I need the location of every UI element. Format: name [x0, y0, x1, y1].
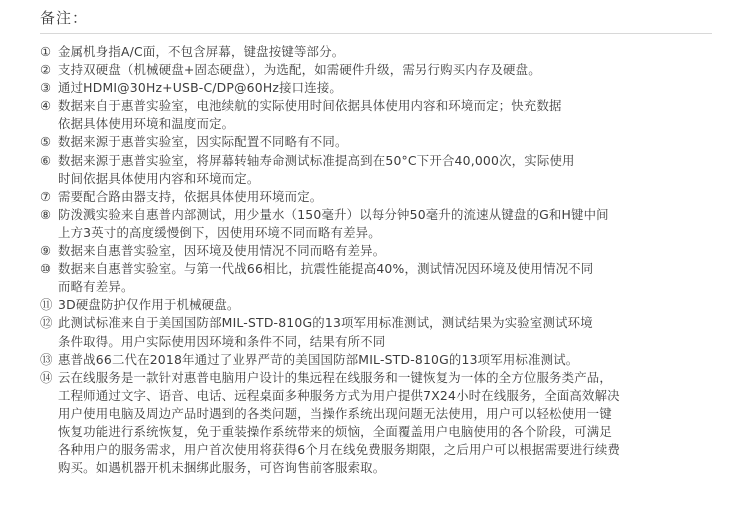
note-item	[40, 206, 730, 242]
note-text-line: 数据来源于惠普实验室，将屏幕转轴寿命测试标准提高到在50°C下开合40,000次，实际使用	[58, 152, 575, 168]
note-number: ⑤	[40, 134, 52, 150]
note-number: ④	[40, 98, 52, 114]
note-text-line: 支持双硬盘（机械硬盘+固态硬盘），为选配，如需硬件升级，需另行购买内存及硬盘。	[58, 62, 541, 78]
note-number: ⑭	[40, 369, 53, 385]
note-text-line: 而略有差异。	[58, 279, 134, 295]
note-item	[40, 369, 730, 478]
note-text-line: 惠普战66二代在2018年通过了业界严苛的美国国防部MIL-STD-810G的13项军用标准测试。	[58, 351, 579, 367]
note-text-line: 数据来自惠普实验室，因环境及使用情况不同而略有差异。	[58, 243, 386, 259]
note-text-line: 上方3英寸的高度缓慢倒下，因使用环境不同而略有差异。	[58, 224, 381, 240]
note-text-line: 此测试标准来自于美国国防部MIL-STD-810G的13项军用标准测试，测试结果为实验室测试环境	[58, 315, 593, 331]
note-text	[58, 206, 609, 242]
note-text	[58, 369, 620, 478]
note-number: ⑬	[40, 351, 53, 367]
note-item	[40, 188, 730, 206]
note-text-line: 用户使用电脑及周边产品时遇到的各类问题，当操作系统出现问题无法使用，用户可以轻松使用一键	[58, 405, 612, 421]
note-item	[40, 61, 730, 79]
note-item	[40, 314, 730, 350]
note-text	[58, 43, 344, 61]
note-text-line: 防泼溅实验来自惠普内部测试，用少量水（150毫升）以每分钟50毫升的流速从键盘的G和H键中间	[58, 206, 609, 222]
note-number: ⑦	[40, 188, 52, 204]
note-text-line: 金属机身指A/C面，不包含屏幕，键盘按键等部分。	[58, 44, 345, 59]
note-text-line: 依据具体使用环境和温度而定。	[58, 116, 235, 132]
note-item	[40, 43, 730, 61]
note-text-line: 工程师通过文字、语音、电话、远程桌面多种服务方式为用户提供7X24小时在线服务，全面高效解决	[58, 387, 620, 403]
note-number: ⑪	[40, 297, 53, 313]
notes-heading: 备注：	[40, 9, 89, 27]
note-number: ⑩	[40, 261, 52, 277]
heading-divider	[40, 33, 712, 34]
note-number: ②	[40, 62, 52, 78]
note-text-line: 通过HDMI@30Hz+USB-C/DP@60Hz接口连接。	[58, 80, 343, 96]
note-text-line: 条件取得。用户实际使用因环境和条件不同，结果有所不同	[58, 333, 386, 349]
note-text-line: 3D硬盘防护仅作用于机械硬盘。	[58, 297, 240, 313]
note-number: ⑧	[40, 206, 52, 222]
note-item	[40, 242, 730, 260]
note-item	[40, 133, 730, 151]
note-text	[58, 296, 240, 314]
note-text-line: 需要配合路由器支持，依据具体使用环境而定。	[58, 188, 323, 204]
note-number: ⑫	[40, 315, 53, 331]
note-item	[40, 296, 730, 314]
note-item	[40, 152, 730, 188]
note-number: ⑥	[40, 152, 52, 168]
note-text-line: 数据来自于惠普实验室，电池续航的实际使用时间依据具体使用内容和环境而定；快充数据	[58, 98, 562, 114]
note-text	[58, 188, 322, 206]
note-text-line: 云在线服务是一款针对惠普电脑用户设计的集远程在线服务和一键恢复为一体的全方位服务类产品，	[58, 369, 612, 385]
note-text-line: 各种用户的服务需求，用户首次使用将获得6个月在线免费服务期限，之后用户可以根据需要进行续费	[58, 442, 621, 458]
note-text-line: 购买。如遇机器开机未捆绑此服务，可咨询售前客服索取。	[58, 460, 386, 476]
note-item	[40, 97, 730, 133]
note-text	[58, 260, 593, 296]
note-text	[58, 97, 562, 133]
note-item	[40, 79, 730, 97]
notes-list	[40, 43, 730, 477]
note-text-line: 时间依据具体使用内容和环境而定。	[58, 170, 260, 186]
note-item	[40, 351, 730, 369]
note-text	[58, 79, 342, 97]
note-number: ③	[40, 80, 52, 96]
note-number: ⑨	[40, 243, 52, 259]
note-text-line: 恢复功能进行系统恢复，免于重装操作系统带来的烦恼，全面覆盖用户电脑使用的各个阶段，可满足	[58, 423, 612, 439]
note-text	[58, 61, 541, 79]
note-text	[58, 133, 348, 151]
note-text	[58, 152, 575, 188]
note-item	[40, 260, 730, 296]
note-text	[58, 351, 578, 369]
note-text	[58, 242, 385, 260]
note-text-line: 数据来源于惠普实验室，因实际配置不同略有不同。	[58, 134, 348, 150]
note-number: ①	[40, 44, 52, 59]
note-text	[58, 314, 593, 350]
note-text-line: 数据来自惠普实验室。与第一代战66相比，抗震性能提高40%，测试情况因环境及使用情况不同	[58, 261, 594, 277]
